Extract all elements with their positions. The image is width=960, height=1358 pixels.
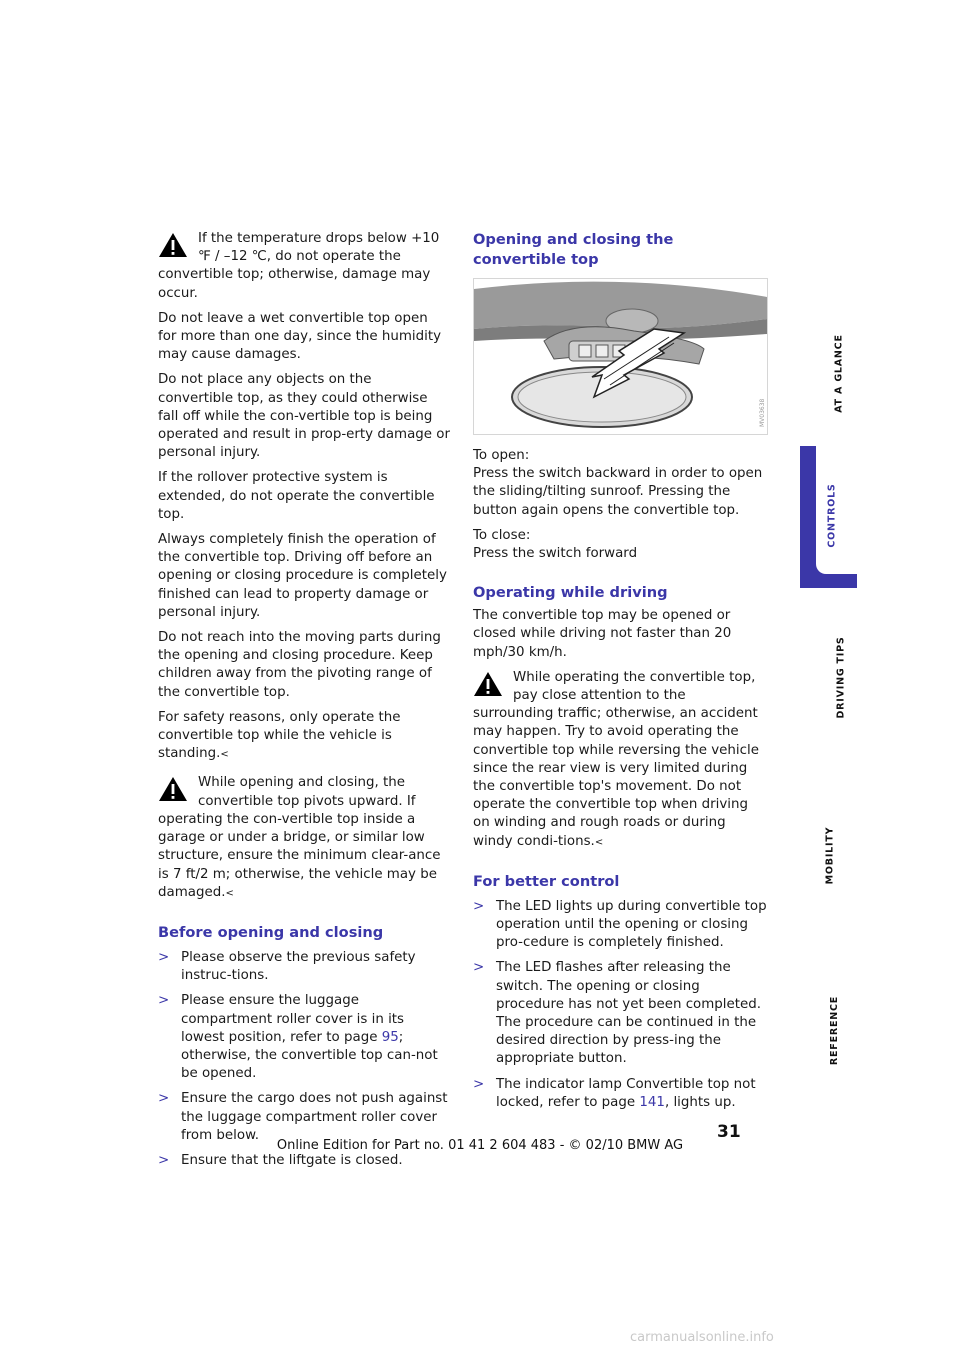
bullet-icon: >	[158, 993, 170, 1009]
bullet-icon: >	[158, 949, 170, 965]
page-link-95[interactable]: 95	[381, 1029, 399, 1045]
warning-text-body: While opening and closing, the convertible top pivots upward. If operating the con-vertible top inside a garage or under a bridge, or similar low structure, ensure the minimum clear-ance is 7 ft/2 m; otherwise, the vehicle may be damaged.	[158, 775, 441, 900]
warning-block-clearance	[158, 774, 450, 902]
list-item-text: The indicator lamp Convertible top not locked, refer to page	[496, 1076, 756, 1110]
section-heading-operating-driving: Operating while driving	[473, 584, 668, 602]
warning-text: If the temperature drops below +10 ℉ / –12 ℃, do not operate the convertible top; otherwise, damage may occur.	[158, 231, 440, 301]
list-item-text: ; otherwise, the convertible top can-not be opened.	[181, 1029, 438, 1082]
convertible-switch-illustration	[473, 278, 768, 435]
end-mark: <	[594, 836, 604, 848]
list-item	[158, 1152, 450, 1170]
paragraph: The convertible top may be opened or closed while driving not faster than 20 mph/30 km/h.	[473, 608, 732, 660]
sidebar-tab-at-a-glance[interactable]	[800, 334, 860, 413]
list-item	[473, 959, 768, 1068]
list-item-text: Ensure that the liftgate is closed.	[181, 1152, 403, 1168]
sidebar-tab-controls[interactable]	[800, 483, 860, 548]
left-column	[158, 230, 450, 1177]
sidebar-tab-label: MOBILITY	[824, 826, 836, 885]
list-item	[158, 1090, 450, 1145]
warning-icon	[473, 671, 503, 697]
end-mark: <	[220, 749, 229, 761]
sidebar-tab-reference[interactable]	[800, 995, 860, 1066]
watermark: carmanualsonline.info	[630, 1330, 774, 1345]
better-control-list	[473, 898, 768, 1112]
list-item-text: The LED flashes after releasing the switch. The opening or closing procedure has not yet been completed. The procedure can be continued in the desired direction by press-ing the appropriate button.	[496, 960, 762, 1067]
bullet-icon: >	[158, 1152, 170, 1168]
list-item-text: , lights up.	[664, 1094, 736, 1110]
paragraph-text: For safety reasons, only operate the convertible top while the vehicle is standing.	[158, 709, 401, 762]
before-opening-list	[158, 949, 450, 1170]
label-to-close: To close:	[473, 527, 531, 543]
paragraph: If the rollover protective system is extended, do not operate the convertible top.	[158, 470, 435, 522]
sidebar-tab-label: REFERENCE	[829, 995, 841, 1066]
section-heading-before-opening: Before opening and closing	[158, 923, 384, 941]
sidebar-tab-mobility[interactable]	[800, 826, 860, 885]
label-to-open: To open:	[473, 448, 530, 463]
list-item	[473, 898, 768, 953]
list-item-text: Ensure the cargo does not push against the luggage compartment roller cover from below.	[181, 1091, 448, 1143]
list-item	[158, 949, 450, 985]
chapter-sidebar	[800, 0, 860, 1358]
sidebar-tab-driving-tips[interactable]	[800, 636, 860, 719]
right-column	[473, 230, 768, 1119]
paragraph	[158, 709, 450, 765]
bullet-icon: >	[473, 1076, 485, 1092]
bullet-icon: >	[473, 960, 485, 976]
list-item-text: Please observe the previous safety instruc-tions.	[181, 949, 416, 984]
warning-text	[473, 669, 768, 852]
footer-edition: Online Edition for Part no. 01 41 2 604 483 - © 02/10 BMW AG	[276, 1138, 684, 1153]
end-mark: <	[225, 887, 234, 899]
warning-icon	[158, 232, 188, 258]
paragraph: Do not reach into the moving parts during the opening and closing procedure. Keep children away from the pivoting range of the convertible top.	[158, 630, 441, 700]
section-heading-better-control: For better control	[473, 872, 620, 890]
warning-block-traffic	[473, 669, 768, 852]
page-link-141[interactable]: 141	[639, 1094, 665, 1110]
list-item-text: Please ensure the luggage compartment roller cover is in its lowest position, refer to page	[181, 993, 405, 1045]
list-item	[158, 992, 450, 1083]
warning-text	[158, 774, 450, 902]
warning-block-temperature	[158, 230, 450, 303]
bullet-icon: >	[158, 1091, 170, 1107]
sidebar-tab-label: CONTROLS	[826, 483, 838, 548]
paragraph: Always completely finish the operation of the convertible top. Driving off before an opening or closing procedure is completely finished can lead to property damage or personal injury.	[158, 532, 447, 620]
list-item-text: The LED lights up during convertible top operation until the opening or closing pro-cedure is completely finished.	[496, 898, 767, 951]
page-number: 31	[717, 1122, 741, 1142]
warning-text-body: While operating the convertible top, pay close attention to the surrounding traffic; otherwise, an accident may happen. Try to avoid operating the convertible top while reversing the vehicle since the rear view is very limited during the convertible top's movement. Do not operate the convertible top when driving on winding and rough roads or during windy condi-tions.	[473, 669, 759, 849]
list-item	[473, 1076, 768, 1112]
paragraph: Do not place any objects on the convertible top, as they could otherwise fall off while the con-vertible top is being operated and result in prop-erty damage or personal injury.	[158, 372, 450, 461]
paragraph: Press the switch backward in order to open the sliding/tilting sunroof. Pressing the button again opens the convertible top.	[473, 466, 763, 518]
section-heading-opening-closing: Opening and closing the convertible top	[473, 231, 674, 268]
figure-code: MV03638	[759, 398, 766, 427]
sidebar-tab-label: AT A GLANCE	[833, 334, 845, 413]
paragraph: Press the switch forward	[473, 546, 638, 562]
warning-icon	[158, 776, 188, 802]
bullet-icon: >	[473, 898, 485, 914]
sidebar-tab-label: DRIVING TIPS	[835, 636, 847, 719]
paragraph: Do not leave a wet convertible top open for more than one day, since the humidity may cause damages.	[158, 310, 442, 363]
switch-diagram-icon	[474, 279, 767, 434]
